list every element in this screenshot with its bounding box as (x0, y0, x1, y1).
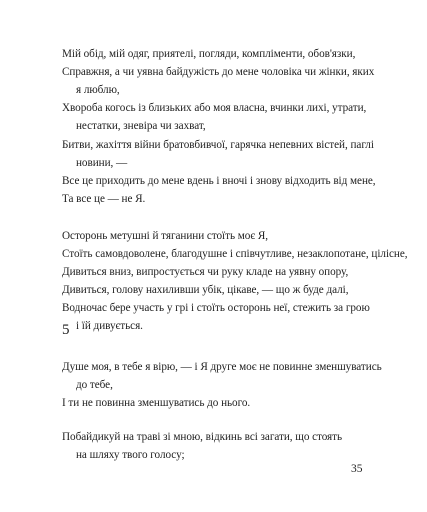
poem-line-continuation: нестатки, зневіра чи захват, (76, 120, 206, 132)
poem-line: Все це приходить до мене вдень і вночі і знову відходить від мене, (62, 175, 376, 187)
poem-line-continuation: і їй дивується. (76, 320, 143, 332)
poem-line: Душе моя, в тебе я вірю, — і Я друге моє не повинне зменшуватись (62, 361, 382, 373)
poem-line: Водночас бере участь у грі і стоїть осторонь неї, стежить за грою (62, 302, 370, 314)
poem-line: Битви, жахіття війни братовбивчої, гарячка непевних вістей, паглі (62, 139, 374, 151)
poem-line: Та все це — не Я. (62, 193, 146, 205)
page-number: 35 (351, 463, 363, 475)
poem-line: Дивиться, голову нахиливши убік, цікаве, — що ж буде далі, (62, 284, 349, 296)
poem-line: Дивиться вниз, випростується чи руку кладе на уявну опору, (62, 266, 349, 278)
poem-line-continuation: новини, — (76, 157, 128, 169)
poem-line: І ти не повинна зменшуватись до нього. (62, 397, 251, 409)
poem-line-continuation: я люблю, (76, 84, 120, 96)
poem-line: Осторонь метушні й тяганини стоїть моє Я, (62, 230, 268, 242)
poem-line: Мій обід, мій одяг, приятелі, погляди, компліменти, обов'язки, (62, 48, 356, 60)
poem-line-continuation: до тебе, (76, 379, 113, 391)
poem-line: Справжня, а чи уявна байдужість до мене чоловіка чи жінки, яких (62, 66, 375, 78)
section-number: 5 (62, 322, 70, 338)
poem-line: Побайдикуй на траві зі мною, відкинь всі загати, що стоять (62, 431, 343, 443)
poem-line: Стоїть самовдоволене, благодушне і співчутливе, незаклопотане, цілісне, (62, 248, 408, 260)
poem-line: Хвороба когось із близьких або моя власна, вчинки лихі, утрати, (62, 102, 367, 114)
poem-line-continuation: на шляху твого голосу; (76, 449, 185, 461)
